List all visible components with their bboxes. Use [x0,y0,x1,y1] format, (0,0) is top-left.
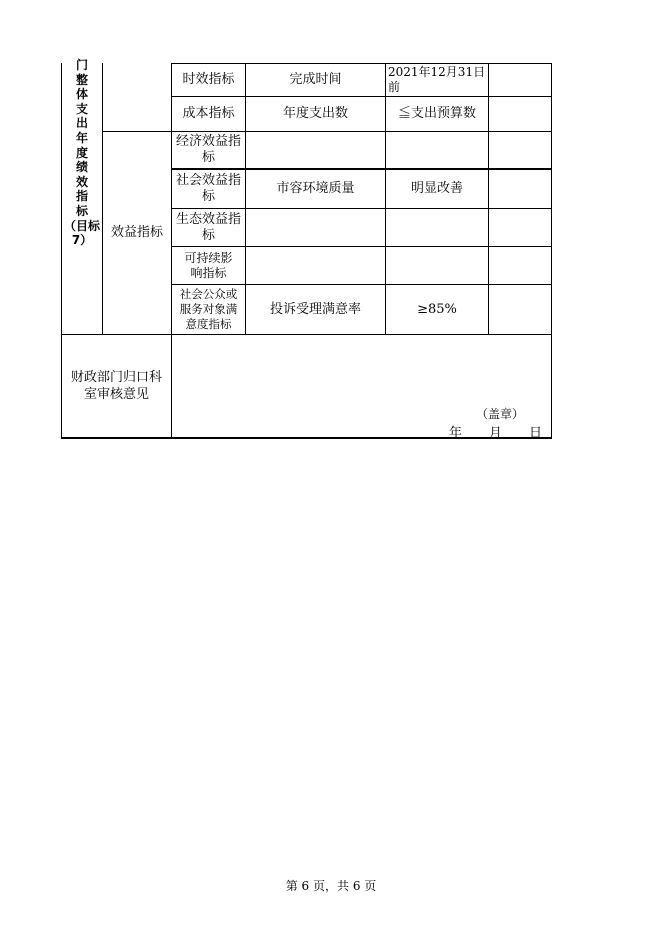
level2-indicator: 成本指标 [182,106,235,121]
indicator-value: ≦支出预算数 [397,106,476,121]
indicator-value: 2021年12月31日前 [388,65,486,94]
dept-label-char: 支 [75,101,88,116]
indicator-value [386,209,488,246]
dept-label-char: 绩 [75,160,88,175]
border-bottom [61,437,552,439]
level3-indicator: 年度支出数 [282,106,348,121]
level3-indicator: 市容环境质量 [276,181,355,196]
dept-label-char: 7） [71,233,93,248]
remark-cell [489,247,551,284]
dept-label-char: 标 [75,203,88,218]
dept-label-char: 体 [75,87,88,102]
dept-label-char: 指 [75,189,88,204]
dept-label-char: 效 [75,174,88,189]
indicator-value [386,132,488,168]
level3-indicator: 完成时间 [289,72,342,87]
level2-indicator: 时效指标 [182,72,235,87]
level2-indicator: 社会效益指标 [176,173,242,204]
date-month: 月 [489,426,503,441]
level2-indicator: 社会公众或服务对象满意度指标 [179,287,238,331]
level3-indicator [246,132,385,168]
remark-cell [489,132,551,168]
level2-indicator: 经济效益指标 [176,134,242,165]
dept-label-char: 出 [75,116,88,131]
level2-indicator: 生态效益指标 [176,211,242,243]
remark-cell [489,285,551,334]
seal-text: （盖章） [476,407,525,421]
indicator-value: ≥85% [417,301,457,317]
indicator-value [386,247,488,284]
remark-cell [489,170,551,208]
dept-label-char: 整 [75,72,88,87]
remark-cell [489,97,551,131]
dept-label-char: 度 [75,145,88,160]
remark-cell [489,209,551,246]
date-year: 年 [449,426,463,441]
level2-indicator: 可持续影响指标 [184,250,233,280]
indicator-value: 明显改善 [410,181,463,196]
level3-indicator: 投诉受理满意率 [269,301,361,317]
review-label: 财政部门归口科室审核意见 [70,370,162,402]
level3-indicator [246,247,385,284]
effect-indicator-label: 效益指标 [110,225,163,240]
border-right [551,63,552,438]
dept-indicator-label [62,58,102,248]
date-day: 日 [529,426,543,441]
page-footer: 第 6 页，共 6 页 [285,879,377,893]
remark-cell [489,64,551,96]
level3-indicator [246,209,385,246]
dept-label-char: 年 [75,130,88,145]
dept-label-char: （目标 [63,218,100,233]
dept-label-char: 门 [75,58,88,72]
